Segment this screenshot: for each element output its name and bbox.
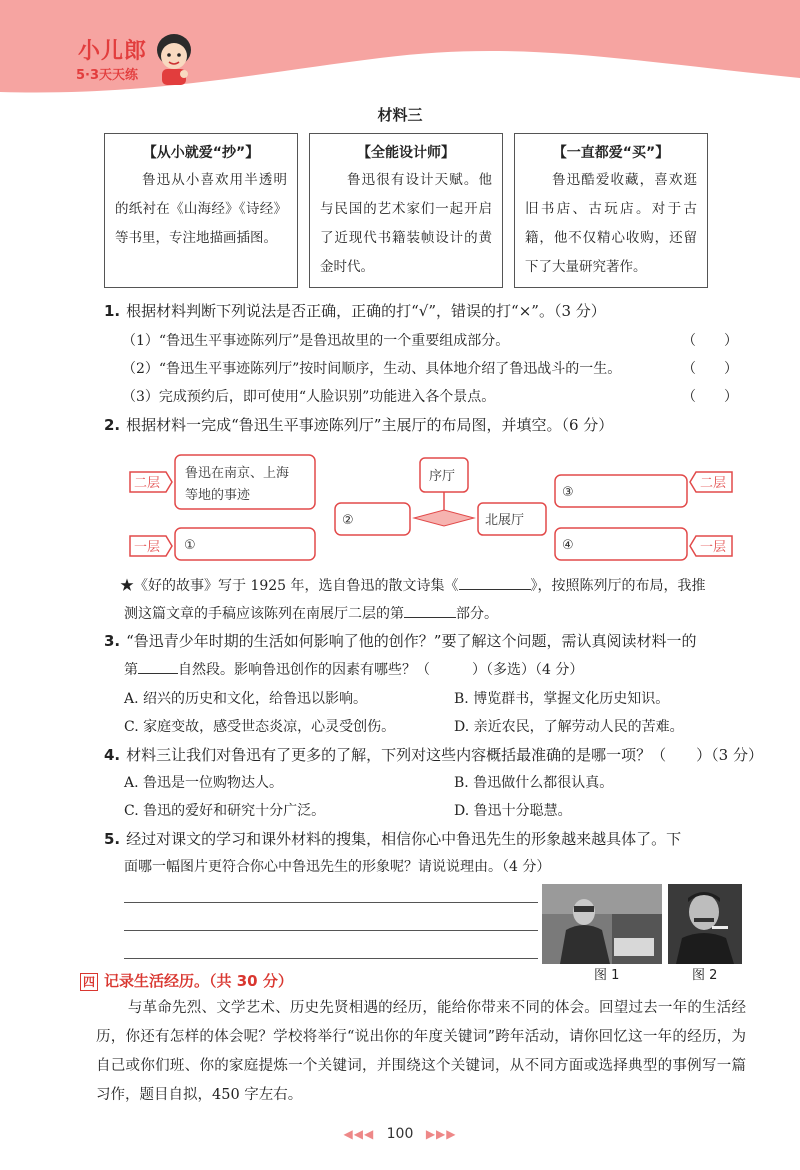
material-title: 【全能设计师】: [357, 145, 455, 161]
page-number: 100: [386, 1126, 414, 1142]
question-text: 材料三让我们对鲁迅有了更多的了解，下列对这些内容概括最准确的是哪一项？（ ）（3 分）: [126, 746, 763, 764]
preface-hall-label: 序厅: [429, 469, 456, 484]
hall-nanjing-line2: 等地的事迹: [185, 488, 251, 503]
q2-star-line-2: 测这篇文章的手稿应该陈列在南展厅二层的第 部分。: [124, 602, 498, 625]
section-badge: 四: [80, 973, 98, 991]
hall-box-4[interactable]: [555, 528, 687, 560]
answer-line[interactable]: [124, 958, 538, 959]
material-title: 【一直都爱“买”】: [552, 145, 670, 161]
section-4-heading: [80, 970, 293, 991]
material-body: 鲁迅很有设计天赋。他与民国的艺术家们一起开启了近现代书籍装帧设计的黄金时代。: [320, 172, 492, 275]
q4-option-a[interactable]: A. 鲁迅是一位购物达人。: [124, 775, 284, 791]
answer-paren[interactable]: （ ）: [682, 333, 738, 349]
question-2: [104, 414, 613, 436]
question-number: 1.: [104, 302, 121, 320]
q2-star-line-1: ★《好的故事》写于 1925 年，选自鲁迅的散文诗集《 》，按照陈列厅的布局，我推: [120, 574, 706, 597]
north-hall-label: 北展厅: [485, 513, 525, 528]
q5-line-2: 面哪一幅图片更符合你心中鲁迅先生的形象呢？请说说理由。（4 分）: [124, 859, 551, 875]
question-text: 根据材料判断下列说法是否正确，正确的打“√”，错误的打“×”。（3 分）: [126, 302, 606, 320]
hall-box-2-label: ②: [342, 513, 354, 528]
hall-box-1[interactable]: [175, 528, 315, 560]
answer-paren[interactable]: （ ）: [682, 389, 738, 405]
q4-option-b[interactable]: B. 鲁迅做什么都很认真。: [454, 775, 614, 791]
svg-text:一层: 一层: [134, 540, 161, 555]
hall-nanjing-line1: 鲁迅在南京、上海: [185, 466, 290, 481]
svg-text:二层: 二层: [134, 476, 161, 491]
answer-line[interactable]: [124, 930, 538, 931]
question-number: 2.: [104, 416, 121, 434]
question-text: “鲁迅青少年时期的生活如何影响了他的创作？”要了解这个问题，需认真阅读材料一的: [126, 632, 697, 650]
fill-blank[interactable]: [404, 602, 456, 618]
q3-option-c[interactable]: C. 家庭变故，感受世态炎凉，心灵受创伤。: [124, 719, 396, 735]
material-body: 鲁迅酷爱收藏，喜欢逛旧书店、古玩店。对于古籍，他不仅精心收购，还留下了大量研究著作。: [525, 172, 697, 275]
q3-option-d[interactable]: D. 亲近农民，了解劳动人民的苦难。: [454, 719, 684, 735]
q1-item-3: （3）完成预约后，即可使用“人脸识别”功能进入各个景点。: [122, 389, 496, 405]
hall-box-4-label: ④: [562, 538, 574, 553]
q4-option-d[interactable]: D. 鲁迅十分聪慧。: [454, 803, 572, 819]
page-footer: [0, 1126, 800, 1142]
question-number: 3.: [104, 632, 121, 650]
answer-paren[interactable]: （ ）: [682, 361, 738, 377]
mascot-icon: [150, 30, 198, 88]
svg-text:一层: 一层: [700, 540, 727, 555]
question-1: [104, 300, 606, 322]
level-2-label-left: [130, 472, 172, 492]
question-number: 4.: [104, 746, 121, 764]
q3-option-b[interactable]: B. 博览群书，掌握文化历史知识。: [454, 691, 670, 707]
q3-line-2: 第 自然段。影响鲁迅创作的因素有哪些？（ ）（多选）（4 分）: [124, 658, 583, 679]
question-text: 根据材料一完成“鲁迅生平事迹陈列厅”主展厅的布局图，并填空。（6 分）: [126, 416, 614, 434]
fill-blank[interactable]: [138, 658, 178, 674]
next-arrows-icon: ▶▶▶: [425, 1127, 457, 1141]
question-text: 经过对课文的学习和课外材料的搜集，相信你心中鲁迅先生的形象越来越具体了。下: [126, 830, 682, 848]
photo-figure-2: [668, 884, 742, 964]
material-title: 【从小就爱“抄”】: [142, 145, 260, 161]
q1-item-1: （1）“鲁迅生平事迹陈列厅”是鲁迅故里的一个重要组成部分。: [122, 333, 510, 349]
hall-box-1-label: ①: [184, 538, 196, 553]
material-box-collect: [514, 133, 708, 288]
logo-subtitle: 5·3天天练: [76, 68, 139, 83]
section-4-prompt: 与革命先烈、文学艺术、历史先贤相遇的经历，能给你带来不同的体会。回望过去一年的生活经历，你还有怎样的体会呢？学校将举行“说出你的年度关键词”跨年活动，请你回忆这一年的经历，为自己或你们班、你的家庭提炼一个关键词，并围绕这个关键词，从不同方面或选择典型的事例写一篇习作，题目自拟，450 字左右。: [96, 1000, 746, 1103]
prev-arrows-icon: ◀◀◀: [343, 1127, 375, 1141]
hall-box-3[interactable]: [555, 475, 687, 507]
q3-option-a[interactable]: A. 绍兴的历史和文化，给鲁迅以影响。: [124, 691, 368, 707]
question-5: [104, 828, 681, 850]
caption-figure-2: 图 2: [692, 968, 718, 983]
question-3: [104, 630, 696, 652]
q4-option-c[interactable]: C. 鲁迅的爱好和研究十分广泛。: [124, 803, 326, 819]
material-body: 鲁迅从小喜欢用半透明的纸衬在《山海经》《诗经》等书里，专注地描画插图。: [115, 172, 287, 246]
photo-figure-1: [542, 884, 662, 964]
hall-box-3-label: ③: [562, 485, 574, 500]
level-1-label-left: [130, 536, 172, 556]
logo-title: 小儿郎: [78, 39, 148, 64]
level-1-label-right: [690, 536, 732, 556]
svg-text:二层: 二层: [700, 476, 727, 491]
section-4-title: 记录生活经历。（共 30 分）: [104, 972, 293, 990]
section-title: 材料三: [377, 106, 423, 124]
material-box-designer: [309, 133, 503, 288]
hall-layout-diagram: [120, 450, 740, 570]
q1-item-2: （2）“鲁迅生平事迹陈列厅”按时间顺序，生动、具体地介绍了鲁迅战斗的一生。: [122, 361, 622, 377]
material-box-copy: [104, 133, 298, 288]
caption-figure-1: 图 1: [594, 968, 620, 983]
question-4: [104, 744, 763, 766]
question-number: 5.: [104, 830, 121, 848]
fill-blank[interactable]: [459, 574, 531, 590]
answer-line[interactable]: [124, 902, 538, 903]
level-2-label-right: [690, 472, 732, 492]
